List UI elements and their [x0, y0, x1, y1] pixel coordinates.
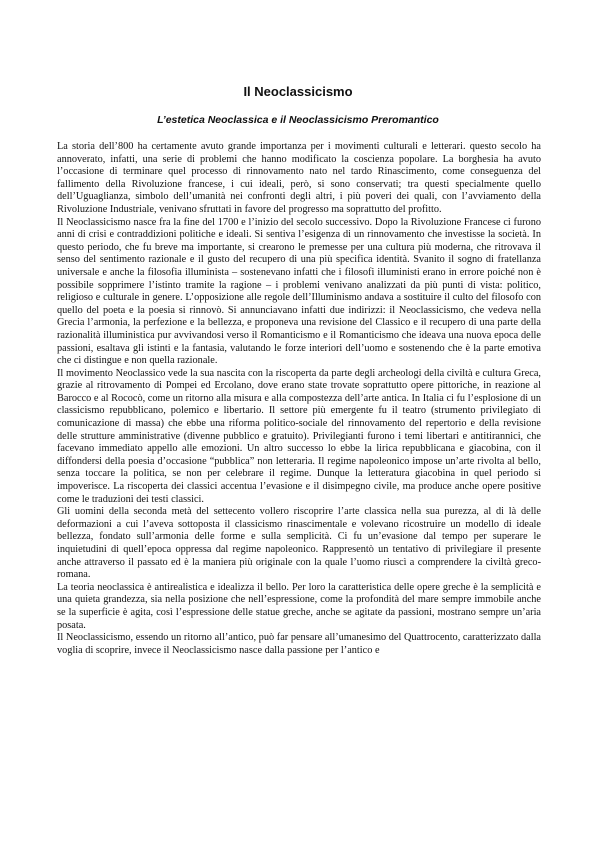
page-title: Il Neoclassicismo	[243, 84, 353, 99]
paragraph: Il Neoclassicismo nasce fra la fine del 1700 e l’inizio del secolo successivo. Dopo la Rivoluzione Francese ci furono anni di crisi e contraddizioni politiche e ideali. Si sentiva l’esigenza di un rinnovamento che investisse la società. In questo periodo, che fu breve ma importante, si crearono le premesse per una cultura più moderna, che ritrovava il senso del sentimento razionale e il gusto del recupero di una più specifica identità. Svanito il sogno di fratellanza universale e anche la filosofia illuminista – sostenevano infatti che i filosofi illuministi erano in errore poiché non è possibile sopprimere l’istinto tramite la ragione – i problemi venivano analizzati da più punti di vista: politico, religioso e culturale in genere. L’opposizione alle regole dell’Illuminismo andava a sostituire il culto del filosofo con quello del poeta e la poesia si rinnovò. Si annunciavano infatti due indirizzi: il Neoclassicismo, che vedeva nella Grecia l’armonia, la perfezione e la bellezza, e proponeva una revisione del Classico e il recupero di una parte della razionalità illuministica pur avvivandosi verso il Romanticismo e il Romanticismo che ideava una nuova epoca delle passioni, esaltava gli istinti e la fantasia, valutando le forze interiori dell’uomo e sostenendo che è la parte emotiva che ci distingue e non quella razionale.	[57, 216, 541, 367]
paragraph: Il Neoclassicismo, essendo un ritorno all’antico, può far pensare all’umanesimo del Quattrocento, caratterizzato dalla voglia di scoprire, invece il Neoclassicismo nasce dalla passione per l’antico e	[57, 632, 541, 656]
body-text	[57, 141, 541, 657]
paragraph: La teoria neoclassica è antirealistica e idealizza il bello. Per loro la caratteristica delle opere greche è la semplicità e una quieta grandezza, sia nella posizione che nell’espressione, come la profondità del mare sempre immobile anche se la superficie è agita, così l’espressione delle statue greche, anche se agitate da passioni, mostrano sempre un’aria posata.	[57, 581, 541, 631]
paragraph: La storia dell’800 ha certamente avuto grande importanza per i movimenti culturali e letterari. questo secolo ha annoverato, infatti, una serie di problemi che hanno modificato la coscienza popolare. La borghesia ha avuto l’occasione di terminare quel processo di rinnovamento nato nel tardo Rinascimento, come conseguenza del fallimento della Rivoluzione francese, i cui ideali, però, si sono conservati; tra questi specialmente quello dell’Uguaglianza, simbolo dell’umanità nei confronti degli altri, i più poveri dei quali, con l’avviamento della Rivoluzione Industriale, venivano sfruttati in favore del progresso ma soprattutto del profitto.	[57, 141, 541, 215]
page-subtitle: L’estetica Neoclassica e il Neoclassicismo Preromantico	[157, 114, 439, 126]
paragraph: Il movimento Neoclassico vede la sua nascita con la riscoperta da parte degli archeologi della civiltà e cultura Greca, grazie al ritrovamento di Pompei ed Ercolano, dove erano state trovate soprattutto opere pittoriche, in reazione al Barocco e al Rococò, come un ritorno alla misura e alla compostezza dell’arte antica. In Italia ci fu l’esplosione di un classicismo repubblicano, polemico e libertario. Il settore più emergente fu il teatro (strumento privilegiato di comunicazione di massa) che ebbe una riforma politico-sociale del rinnovamento del repertorio e della revisione delle strutture amministrative (divenne pubblico e gratuito). Privilegianti furono i temi libertari e antitirannici, che facevano immediato appello alle emozioni. Un altro successo lo ebbe la lirica repubblicana e giacobina, con il diffondersi della poesia d’occasione “pubblica” non letteraria. Il regime napoleonico impose un’arte rivolta al bello, senza toccare la politica, se non per celebrare il regime. Dunque la letteratura giacobina in quel periodo si impoverisce. La riscoperta dei classici accentua l’evasione e il disimpegno civile, ma produce anche opere positive come le traduzioni dei testi classici.	[57, 367, 541, 505]
paragraph: Gli uomini della seconda metà del settecento vollero riscoprire l’arte classica nella sua purezza, al di là delle deformazioni a cui l’aveva sottoposta il classicismo rinascimentale e volevano ricostruire un modello di ideale bellezza, fondato sull’armonia delle forme e sulla semplicità. Ci fu un’evasione dal tempo per superare le inquietudini di quell’epoca oppressa dal regime napoleonico. Rappresentò un tentativo di privilegiare il presente anche attraverso il passato ed è la maniera più originale con la quale l’uomo riuscì a comprendere la civiltà greco-romana.	[57, 506, 541, 581]
